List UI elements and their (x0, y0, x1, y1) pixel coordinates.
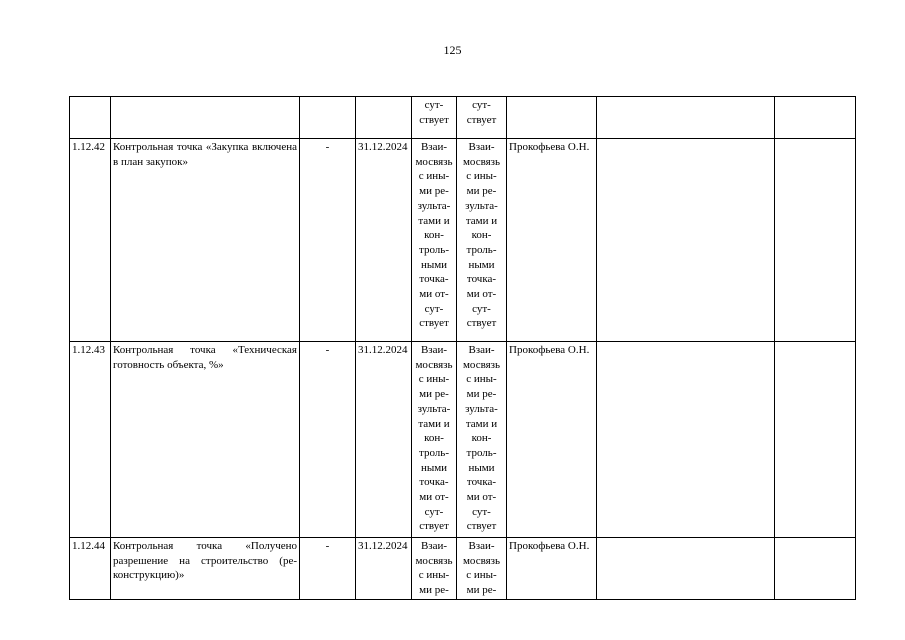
row-date: 31.12.2024 (356, 342, 412, 538)
page-number: 125 (443, 43, 462, 57)
row-indicator (300, 97, 356, 139)
relation-line: ми ре- (419, 185, 449, 198)
row-number: 1.12.43 (70, 342, 111, 538)
relation-line: Взаи- (468, 344, 495, 356)
relation-line: с ины- (466, 373, 497, 386)
row-date: 31.12.2024 (356, 538, 412, 600)
relation-line: ми ре- (419, 584, 449, 597)
relation-line: с ины- (466, 569, 497, 582)
row-relation-2 (457, 139, 507, 342)
row-name: Контрольная точка «Техническая готовность объекта, %» (111, 342, 300, 538)
relation-line: ми ре- (466, 185, 497, 198)
table-row (70, 139, 856, 342)
relation-line: троль- (466, 243, 497, 256)
relation-line: с ины- (418, 569, 450, 582)
relation-line: мосвязь (415, 358, 453, 371)
relation-line: ми ре- (466, 584, 497, 597)
relation-line: мосвязь (462, 554, 501, 567)
relation-line: зульта- (417, 199, 451, 212)
relation-line: кон- (424, 432, 444, 445)
row-name (111, 97, 300, 139)
relation-line: ми от- (466, 288, 497, 301)
row-responsible: Прокофьева О.Н. (507, 139, 597, 342)
row-responsible (507, 97, 597, 139)
row-extra-2 (775, 538, 856, 600)
row-extra-2 (775, 97, 856, 139)
relation-line: ствует (466, 317, 497, 330)
relation-line: с ины- (418, 373, 450, 386)
relation-line: Взаи- (420, 540, 448, 552)
row-relation-1 (412, 538, 457, 600)
relation-line: сут- (424, 302, 444, 315)
row-indicator: - (300, 538, 356, 600)
relation-line: точка- (466, 273, 497, 286)
relation-line: мосвязь (415, 554, 453, 567)
relation-line: Взаи- (468, 540, 495, 552)
relation-line: тами и (465, 417, 498, 430)
row-relation-2 (457, 538, 507, 600)
row-extra-2 (775, 139, 856, 342)
relation-line: троль- (466, 446, 497, 459)
relation-line: с ины- (418, 170, 450, 183)
table-row (70, 342, 856, 538)
row-name: Контрольная точка «Получено разрешение на строительство (ре-конструкцию)» (111, 538, 300, 600)
relation-line: ствует (419, 317, 449, 330)
table-row (70, 97, 856, 139)
relation-line: ствует (466, 113, 497, 126)
relation-line: тами и (418, 417, 450, 430)
relation-line: сут- (472, 99, 491, 111)
row-relation-1 (412, 342, 457, 538)
relation-line: ствует (419, 520, 449, 533)
relation-line: мосвязь (415, 155, 453, 168)
row-relation-1 (412, 97, 457, 139)
relation-line: Взаи- (420, 141, 448, 153)
row-extra-1 (597, 139, 775, 342)
relation-line: Взаи- (468, 141, 495, 153)
relation-line: ми от- (419, 288, 449, 301)
row-date: 31.12.2024 (356, 139, 412, 342)
relation-line: сут- (424, 505, 444, 518)
relation-line: кон- (471, 229, 492, 242)
relation-line: Взаи- (420, 344, 448, 356)
row-number: 1.12.42 (70, 139, 111, 342)
row-relation-2 (457, 342, 507, 538)
relation-line: ми ре- (419, 388, 449, 401)
relation-line: мосвязь (462, 358, 501, 371)
relation-line: точка- (419, 273, 449, 286)
relation-line: троль- (419, 243, 449, 256)
relation-line: сут- (472, 505, 491, 518)
relation-line: точка- (419, 476, 449, 489)
relation-line: сут- (472, 302, 491, 315)
row-extra-2 (775, 342, 856, 538)
row-responsible: Прокофьева О.Н. (507, 342, 597, 538)
relation-line: с ины- (466, 170, 497, 183)
relation-line: тами и (418, 214, 450, 227)
row-name: Контрольная точка «Закупка включена в план закупок» (111, 139, 300, 342)
row-extra-1 (597, 97, 775, 139)
relation-line: ными (468, 461, 495, 474)
row-number: 1.12.44 (70, 538, 111, 600)
relation-line: ствует (466, 520, 497, 533)
row-extra-1 (597, 538, 775, 600)
relation-line: ми от- (419, 491, 449, 504)
row-indicator: - (300, 342, 356, 538)
relation-line: ными (468, 258, 495, 271)
relation-line: зульта- (417, 402, 451, 415)
relation-line: мосвязь (462, 155, 501, 168)
relation-line: ствует (419, 113, 449, 126)
relation-line: кон- (424, 229, 444, 242)
relation-line: зульта- (465, 402, 498, 415)
row-relation-1 (412, 139, 457, 342)
table-row (70, 538, 856, 600)
row-responsible: Прокофьева О.Н. (507, 538, 597, 600)
relation-line: кон- (471, 432, 492, 445)
row-relation-2 (457, 97, 507, 139)
relation-line: ными (420, 461, 448, 474)
relation-line: ми ре- (466, 388, 497, 401)
relation-line: ми от- (466, 491, 497, 504)
row-number (70, 97, 111, 139)
row-indicator: - (300, 139, 356, 342)
relation-line: сут- (424, 99, 444, 111)
row-extra-1 (597, 342, 775, 538)
relation-line: тами и (465, 214, 498, 227)
relation-line: ными (420, 258, 448, 271)
control-points-table (69, 96, 856, 600)
relation-line: зульта- (465, 199, 498, 212)
relation-line: точка- (466, 476, 497, 489)
row-date (356, 97, 412, 139)
relation-line: троль- (419, 446, 449, 459)
